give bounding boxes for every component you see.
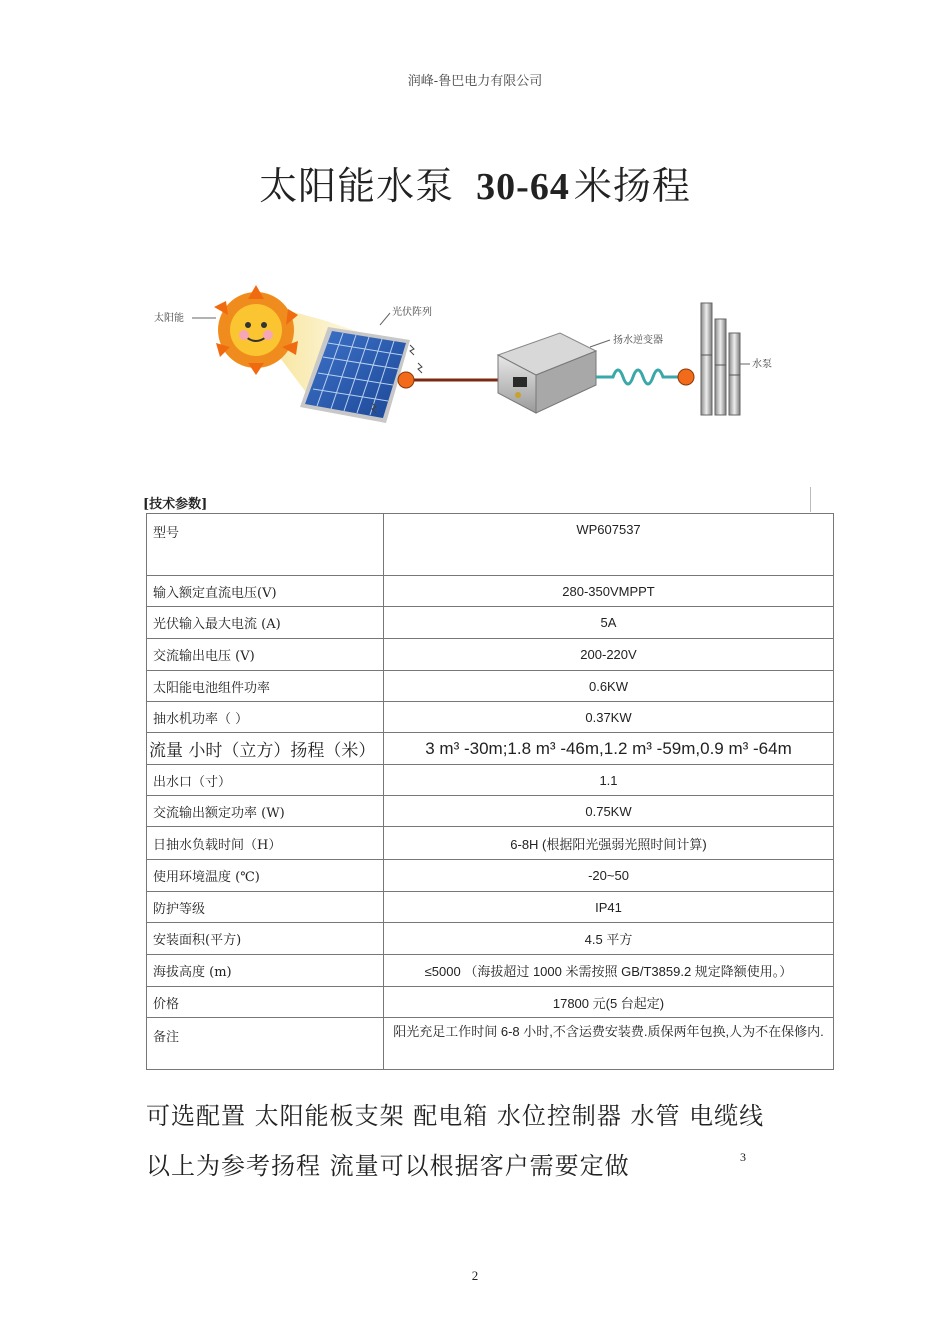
panel-label: 光伏阵列 — [392, 307, 432, 318]
spec-value: 1.1 — [384, 765, 834, 796]
table-row — [147, 639, 834, 671]
solar-pump-diagram — [148, 285, 788, 435]
inverter-pointer — [590, 340, 610, 347]
table-row — [147, 671, 834, 702]
spec-value: 280-350VMPPT — [384, 576, 834, 607]
customization-line: 以上为参考扬程 流量可以根据客户需要定做 — [146, 1152, 630, 1180]
spec-key: 防护等级 — [147, 892, 384, 923]
spec-value: 4.5 平方 — [384, 923, 834, 955]
spec-key: 光伏输入最大电流 (A) — [147, 607, 384, 639]
spec-value: 阳光充足工作时间 6-8 小时,不含运费安装费.质保两年包换,人为不在保修内. — [384, 1018, 834, 1070]
table-row — [147, 796, 834, 827]
spec-key: 型号 — [147, 514, 384, 576]
page-title — [0, 155, 950, 210]
pump-connector-icon — [678, 369, 694, 385]
inverter-label: 扬水逆变器 — [613, 335, 663, 346]
table-row — [147, 576, 834, 607]
spec-value: 6-8H (根据阳光强弱光照时间计算) — [384, 827, 834, 860]
spec-key: 太阳能电池组件功率 — [147, 671, 384, 702]
table-row — [147, 702, 834, 733]
table-row — [147, 607, 834, 639]
spec-value: 200-220V — [384, 639, 834, 671]
pump-icon — [701, 303, 740, 415]
spec-value: 0.6KW — [384, 671, 834, 702]
spec-key: 输入额定直流电压(V) — [147, 576, 384, 607]
footnote-mark: 3 — [740, 1150, 746, 1164]
spec-key: 交流输出额定功率 (W) — [147, 796, 384, 827]
table-row — [147, 765, 834, 796]
table-row — [147, 514, 834, 576]
spec-value: 0.75KW — [384, 796, 834, 827]
section-label: [技术参数] — [143, 497, 208, 512]
section-divider — [810, 487, 811, 512]
table-row — [147, 733, 834, 765]
table-row — [147, 923, 834, 955]
coiled-cable — [596, 370, 678, 384]
inverter-icon — [498, 333, 596, 413]
spec-key: 流量 小时（立方）扬程（米） — [147, 733, 384, 765]
spec-key: 安装面积(平方) — [147, 923, 384, 955]
spec-value: 0.37KW — [384, 702, 834, 733]
spec-value: IP41 — [384, 892, 834, 923]
panel-pointer — [380, 313, 390, 325]
table-row — [147, 987, 834, 1018]
spec-value: -20~50 — [384, 860, 834, 892]
spec-value: ≤5000 （海拔超过 1000 米需按照 GB/T3859.2 规定降额使用。） — [384, 955, 834, 987]
spec-key: 海拔高度 (m) — [147, 955, 384, 987]
title-number: 30-64 — [476, 166, 570, 208]
table-row — [147, 892, 834, 923]
table-row — [147, 1018, 834, 1070]
spec-key: 价格 — [147, 987, 384, 1018]
spec-key: 使用环境温度 (℃) — [147, 860, 384, 892]
table-row — [147, 827, 834, 860]
page-number: 2 — [471, 1268, 479, 1283]
spec-value: WP607537 — [384, 514, 834, 576]
spec-key: 日抽水负载时间（H） — [147, 827, 384, 860]
spec-key: 出水口（寸） — [147, 765, 384, 796]
spec-key: 交流输出电压 (V) — [147, 639, 384, 671]
spec-table — [146, 513, 834, 1070]
pump-label: 水泵 — [752, 359, 772, 370]
table-row — [147, 955, 834, 987]
sun-label: 太阳能 — [154, 313, 184, 324]
spec-key: 抽水机功率（ ） — [147, 702, 384, 733]
table-row — [147, 860, 834, 892]
spec-value: 3 m³ -30m;1.8 m³ -46m,1.2 m³ -59m,0.9 m³ -64m — [384, 733, 834, 765]
title-part2: 米扬程 — [573, 164, 691, 208]
options-line: 可选配置 太阳能板支架 配电箱 水位控制器 水管 电缆线 — [146, 1102, 765, 1130]
spec-value: 5A — [384, 607, 834, 639]
document-header: 润峰-鲁巴电力有限公司 — [407, 74, 543, 89]
spec-value: 17800 元(5 台起定) — [384, 987, 834, 1018]
cable-connector-icon — [398, 372, 414, 388]
title-part1: 太阳能水泵 — [259, 164, 455, 208]
spec-key: 备注 — [147, 1018, 384, 1070]
